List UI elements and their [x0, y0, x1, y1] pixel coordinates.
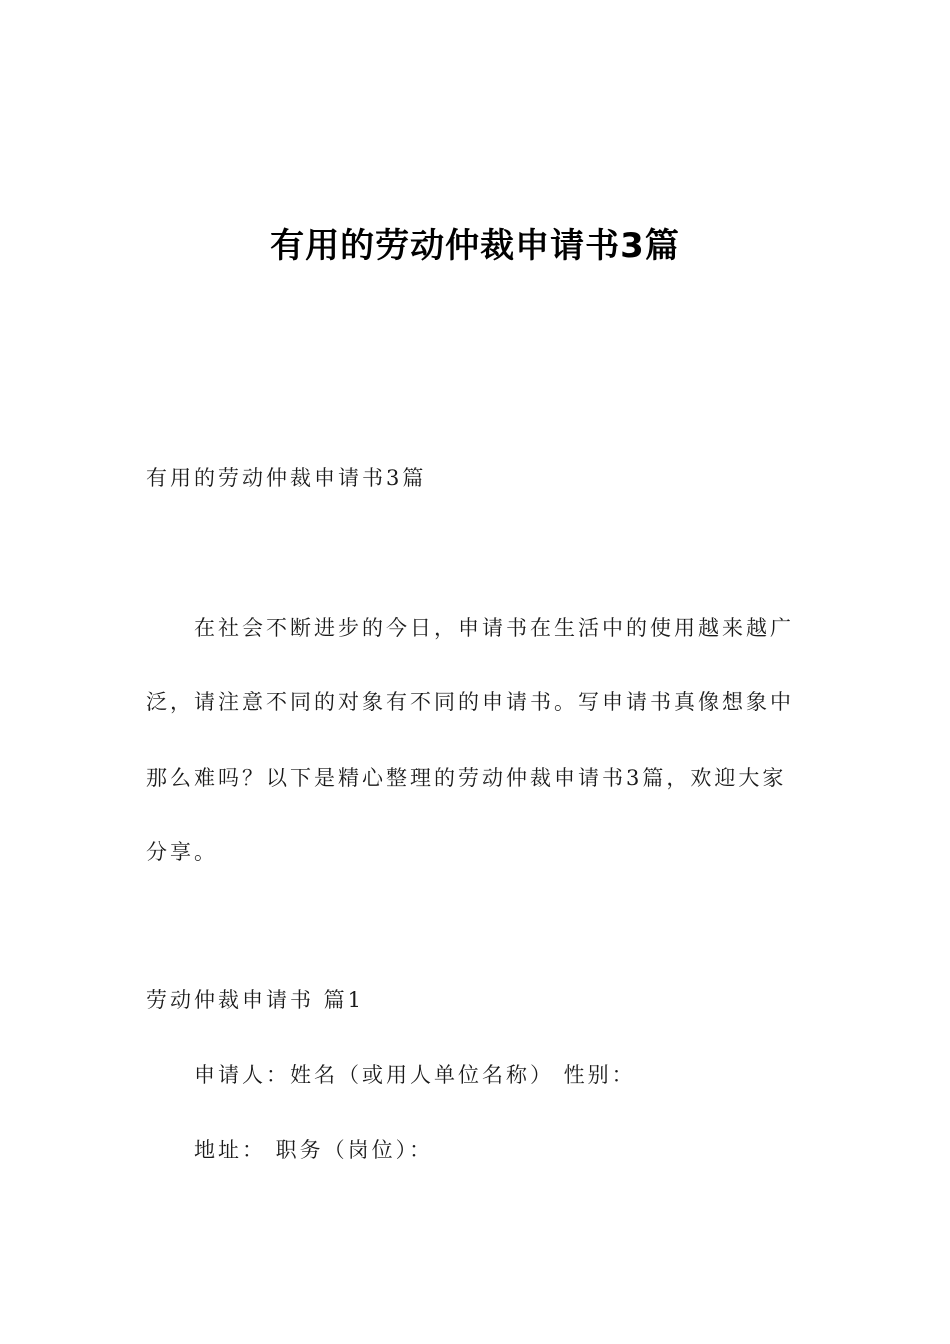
intro-line-2: 泛，请注意不同的对象有不同的申请书。写申请书真像想象中 [146, 690, 794, 714]
address-field-line: 地址： 职务（岗位）： [194, 1138, 434, 1162]
intro-line-4: 分享。 [146, 840, 218, 864]
applicant-field-line: 申请人：姓名（或用人单位名称） 性别： [194, 1063, 636, 1087]
intro-line-3: 那么难吗？以下是精心整理的劳动仲裁申请书3篇，欢迎大家 [146, 766, 787, 790]
intro-line-1: 在社会不断进步的今日，申请书在生活中的使用越来越广 [194, 616, 794, 640]
document-title: 有用的劳动仲裁申请书3篇 [270, 226, 680, 266]
document-subtitle: 有用的劳动仲裁申请书3篇 [146, 466, 427, 490]
section-heading: 劳动仲裁申请书 篇1 [146, 988, 365, 1012]
